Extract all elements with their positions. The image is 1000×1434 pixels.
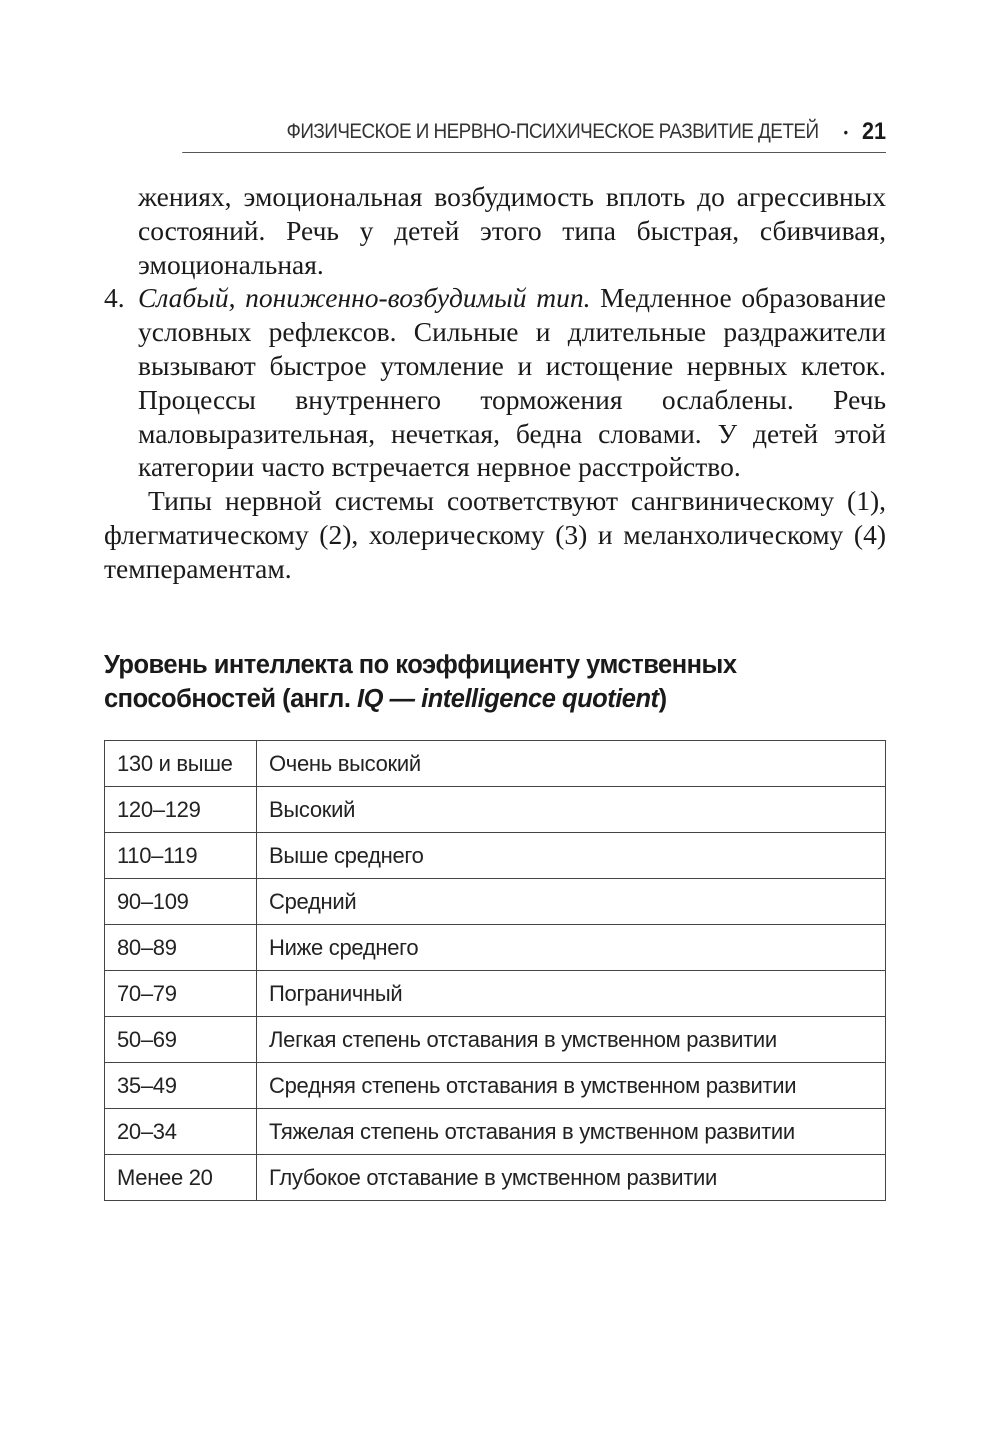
running-header: [182, 112, 886, 153]
iq-range-cell: 70–79: [105, 971, 257, 1017]
iq-table: [104, 740, 886, 1201]
list-item-title: Слабый, пониженно-возбудимый тип.: [138, 282, 591, 314]
running-title: ФИЗИЧЕСКОЕ И НЕРВНО-ПСИХИЧЕСКОЕ РАЗВИТИЕ ДЕТЕЙ: [286, 120, 819, 143]
page-number: 21: [861, 118, 886, 145]
iq-range-cell: 80–89: [105, 925, 257, 971]
table-row: [105, 1017, 886, 1063]
header-separator: •: [843, 124, 848, 140]
table-row: [105, 879, 886, 925]
iq-range-cell: 50–69: [105, 1017, 257, 1063]
iq-range-cell: 110–119: [105, 833, 257, 879]
iq-level-cell: Средний: [257, 879, 886, 925]
iq-level-cell: Высокий: [257, 787, 886, 833]
table-row: [105, 741, 886, 787]
table-row: [105, 971, 886, 1017]
list-item-text: Медленное образование условных рефлексов. Сильные и длительные раздражители вызывают быстрое утомление и истощение нервных клеток. Процессы внутреннего торможения ослаблены. Речь маловыразительная, нечеткая, бедна словами. У детей этой категории часто встречается нервное расстройство.: [138, 282, 886, 483]
iq-range-cell: 120–129: [105, 787, 257, 833]
summary-paragraph: Типы нервной системы соответствуют сангвиническому (1), флегматическому (2), холерическому (3) и меланхолическому (4) темпераментам.: [104, 485, 886, 584]
table-row: [105, 1063, 886, 1109]
iq-level-cell: Средняя степень отставания в умственном развитии: [257, 1063, 886, 1109]
list-item-4: [104, 281, 886, 484]
iq-level-cell: Ниже среднего: [257, 925, 886, 971]
continuation-paragraph: жениях, эмоциональная возбудимость вплоть до агрессивных состояний. Речь у детей этого типа быстрая, сбивчивая, эмоциональная.: [138, 181, 886, 280]
iq-range-cell: 35–49: [105, 1063, 257, 1109]
body-text: [104, 180, 886, 586]
section-title-iq: IQ — intelligence quotient: [357, 685, 659, 713]
table-row: [105, 1155, 886, 1201]
iq-level-cell: Очень высокий: [257, 741, 886, 787]
iq-level-cell: Пограничный: [257, 971, 886, 1017]
section-title-text: Уровень интеллекта по коэффициенту умственных способностей (англ.: [104, 651, 737, 713]
iq-range-cell: Менее 20: [105, 1155, 257, 1201]
iq-level-cell: Выше среднего: [257, 833, 886, 879]
iq-level-cell: Легкая степень отставания в умственном развитии: [257, 1017, 886, 1063]
iq-level-cell: Глубокое отставание в умственном развитии: [257, 1155, 886, 1201]
iq-level-cell: Тяжелая степень отставания в умственном развитии: [257, 1109, 886, 1155]
table-row: [105, 925, 886, 971]
table-row: [105, 787, 886, 833]
section-title: [104, 648, 886, 716]
iq-range-cell: 20–34: [105, 1109, 257, 1155]
table-row: [105, 833, 886, 879]
table-row: [105, 1109, 886, 1155]
iq-range-cell: 130 и выше: [105, 741, 257, 787]
list-item-number: 4.: [104, 282, 125, 314]
section-title-close: ): [658, 685, 667, 713]
iq-range-cell: 90–109: [105, 879, 257, 925]
